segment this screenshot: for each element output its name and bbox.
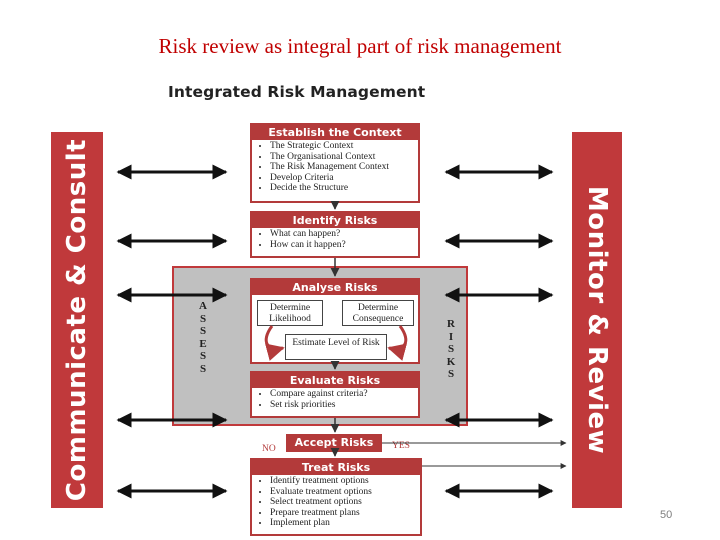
no-label: NO	[262, 444, 276, 454]
list-item: • Decide the Structure	[270, 183, 418, 194]
determine-consequence-box: Determine Consequence	[342, 300, 414, 326]
determine-likelihood-box: Determine Likelihood	[257, 300, 323, 326]
letter: R	[447, 318, 455, 330]
identify-risks-title: Identify Risks	[252, 213, 418, 228]
letter: S	[447, 368, 455, 380]
list-item: • Evaluate treatment options	[270, 487, 420, 498]
list-item: • Compare against criteria?	[270, 389, 418, 400]
list-item: • The Strategic Context	[270, 141, 418, 152]
establish-context-title: Establish the Context	[252, 125, 418, 140]
curve-consequence-estimate	[389, 326, 406, 349]
slide-title: Risk review as integral part of risk management	[158, 34, 562, 58]
list-item: • Implement plan	[270, 518, 420, 529]
letter: S	[199, 312, 207, 325]
list-item: • Develop Criteria	[270, 173, 418, 184]
analyse-risks-title: Analyse Risks	[252, 280, 418, 295]
list-item: • Select treatment options	[270, 497, 420, 508]
estimate-level-box: Estimate Level of Risk	[285, 334, 387, 360]
list-item: • Identify treatment options	[270, 476, 420, 487]
evaluate-risks-title: Evaluate Risks	[252, 373, 418, 388]
monitor-review-label: Monitor & Review	[582, 185, 612, 455]
list-item: • Prepare treatment plans	[270, 508, 420, 519]
list-item: • The Risk Management Context	[270, 162, 418, 173]
letter: I	[448, 330, 454, 343]
list-item: • What can happen?	[270, 229, 418, 240]
list-item: • How can it happen?	[270, 240, 418, 251]
letter: A	[199, 300, 207, 312]
accept-risks-box: Accept Risks	[286, 434, 382, 452]
page-number: 50	[660, 509, 673, 521]
yes-label: YES	[392, 441, 410, 451]
curve-likelihood-estimate	[266, 326, 283, 349]
letter: S	[199, 350, 207, 362]
letter: S	[447, 343, 455, 355]
letter: E	[199, 337, 207, 350]
letter: S	[199, 362, 207, 375]
list-item: • The Organisational Context	[270, 152, 418, 163]
diagram-heading: Integrated Risk Management	[168, 83, 426, 101]
treat-risks-title: Treat Risks	[252, 460, 420, 475]
communicate-consult-label: Communicate & Consult	[62, 138, 92, 502]
letter: K	[446, 355, 456, 368]
list-item: • Set risk priorities	[270, 400, 418, 411]
letter: S	[199, 325, 207, 337]
